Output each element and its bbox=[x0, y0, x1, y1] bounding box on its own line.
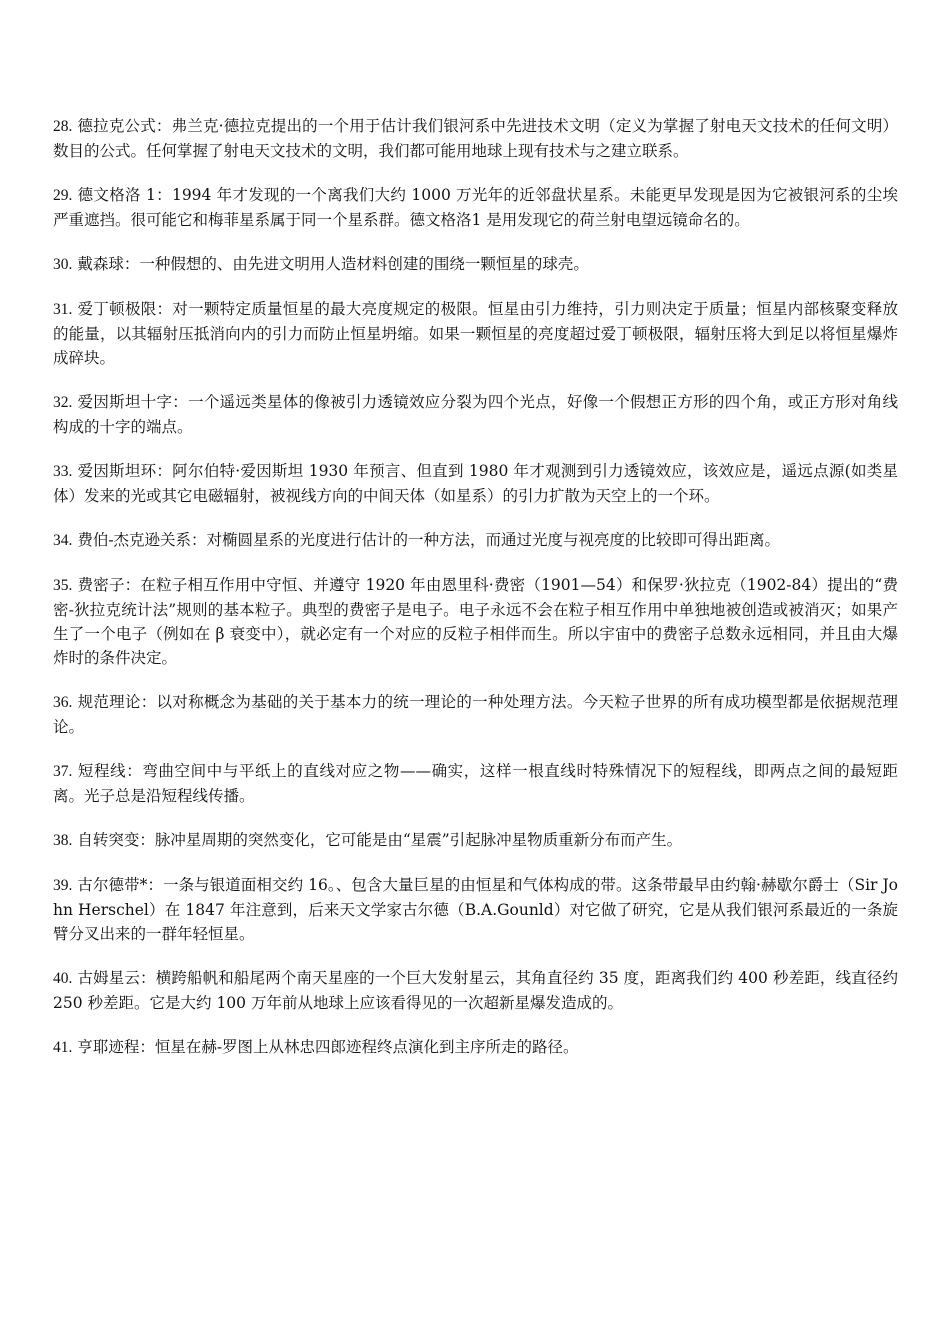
entry-number: 39. bbox=[53, 877, 73, 894]
entry-text: 爱因斯坦环：阿尔伯特·爱因斯坦 1930 年预言、但直到 1980 年才观测到引力透镜效应，该效应是，遥远点源(如类星体）发来的光或其它电磁辐射，被视线方向的中间天体（如星系）的引力扩散为天空上的一个环。 bbox=[53, 462, 898, 505]
entry-number: 30. bbox=[53, 256, 73, 273]
entry-text: 古尔德带*：一条与银道面相交约 16。、包含大量巨星的由恒星和气体构成的带。这条带最早由约翰·赫歇尔爵士（Sir John Herschel）在 1847 年注意到，后来天文学家古尔德（B.A.Gounld）对它做了研究，它是从我们银河系最近的一条旋臂分叉出来的一群年轻恒星。 bbox=[53, 876, 898, 943]
entry-text: 德拉克公式：弗兰克·德拉克提出的一个用于估计我们银河系中先进技术文明（定义为掌握了射电天文技术的任何文明）数目的公式。任何掌握了射电天文技术的文明，我们都可能用地球上现有技术与之建立联系。 bbox=[53, 117, 898, 160]
entry-text: 亨耶迹程：恒星在赫-罗图上从林忠四郎迹程终点演化到主序所走的路径。 bbox=[77, 1038, 579, 1056]
entry-text: 费伯-杰克逊关系：对椭圆星系的光度进行估计的一种方法，而通过光度与视亮度的比较即可得出距离。 bbox=[77, 531, 781, 549]
entry-number: 36. bbox=[53, 694, 73, 711]
entry-text: 爱因斯坦十字：一个遥远类星体的像被引力透镜效应分裂为四个光点，好像一个假想正方形的四个角，或正方形对角线构成的十字的端点。 bbox=[53, 393, 898, 436]
document-body bbox=[53, 114, 898, 1080]
glossary-entry-30 bbox=[53, 252, 898, 277]
entry-number: 29. bbox=[53, 187, 73, 204]
glossary-entry-40 bbox=[53, 966, 898, 1015]
entry-text: 爱丁顿极限：对一颗特定质量恒星的最大亮度规定的极限。恒星由引力维持，引力则决定于质量；恒星内部核聚变释放的能量，以其辐射压抵消向内的引力而防止恒星坍缩。如果一颗恒星的亮度超过爱丁顿极限，辐射压将大到足以将恒星爆炸成碎块。 bbox=[53, 300, 898, 367]
entry-text: 德文格洛 1：1994 年才发现的一个离我们大约 1000 万光年的近邻盘状星系。未能更早发现是因为它被银河系的尘埃严重遮挡。很可能它和梅菲星系属于同一个星系群。德文格洛1 是用发现它的荷兰射电望远镜命名的。 bbox=[53, 186, 898, 229]
entry-number: 34. bbox=[53, 532, 73, 549]
glossary-entry-32 bbox=[53, 390, 898, 439]
entry-number: 33. bbox=[53, 463, 73, 480]
entry-number: 38. bbox=[53, 832, 73, 849]
entry-text: 戴森球：一种假想的、由先进文明用人造材料创建的围绕一颗恒星的球壳。 bbox=[77, 255, 589, 273]
glossary-entry-33 bbox=[53, 459, 898, 508]
glossary-entry-41 bbox=[53, 1035, 898, 1060]
entry-number: 41. bbox=[53, 1039, 73, 1056]
glossary-entry-28 bbox=[53, 114, 898, 163]
entry-text: 自转突变：脉冲星周期的突然变化，它可能是由“星震”引起脉冲星物质重新分布而产生。 bbox=[77, 831, 683, 849]
entry-text: 费密子：在粒子相互作用中守恒、并遵守 1920 年由恩里科·费密（1901—54）和保罗·狄拉克（1902-84）提出的“费密-狄拉克统计法”规则的基本粒子。典型的费密子是电子。电子永远不会在粒子相互作用中单独地被创造或被消灭；如果产生了一个电子（例如在 β 衰变中），就必定有一个对应的反粒子相伴而生。所以宇宙中的费密子总数永远相同，并且由大爆炸时的条件决定。 bbox=[53, 576, 898, 667]
glossary-entry-39 bbox=[53, 873, 898, 946]
entry-text: 规范理论：以对称概念为基础的关于基本力的统一理论的一种处理方法。今天粒子世界的所有成功模型都是依据规范理论。 bbox=[53, 693, 898, 736]
glossary-entry-37 bbox=[53, 759, 898, 808]
entry-text: 短程线：弯曲空间中与平纸上的直线对应之物——确实，这样一根直线时特殊情况下的短程线，即两点之间的最短距离。光子总是沿短程线传播。 bbox=[53, 762, 898, 805]
entry-text: 古姆星云：横跨船帆和船尾两个南天星座的一个巨大发射星云，其角直径约 35 度，距离我们约 400 秒差距，线直径约 250 秒差距。它是大约 100 万年前从地球上应该看得见的一次超新星爆发造成的。 bbox=[53, 969, 898, 1012]
entry-number: 40. bbox=[53, 970, 73, 987]
entry-number: 37. bbox=[53, 763, 73, 780]
entry-number: 31. bbox=[53, 301, 73, 318]
glossary-entry-36 bbox=[53, 690, 898, 739]
glossary-entry-35 bbox=[53, 573, 898, 670]
entry-number: 35. bbox=[53, 577, 73, 594]
glossary-entry-34 bbox=[53, 528, 898, 553]
glossary-entry-29 bbox=[53, 183, 898, 232]
glossary-entry-38 bbox=[53, 828, 898, 853]
entry-number: 32. bbox=[53, 394, 73, 411]
entry-number: 28. bbox=[53, 118, 73, 135]
glossary-entry-31 bbox=[53, 297, 898, 370]
